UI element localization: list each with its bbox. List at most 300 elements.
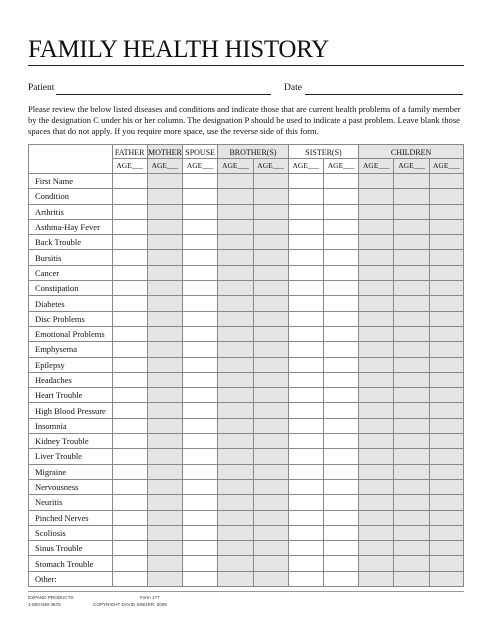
entry-cell[interactable] xyxy=(147,464,182,479)
entry-cell[interactable] xyxy=(359,250,394,265)
entry-cell[interactable] xyxy=(218,541,253,556)
entry-cell[interactable] xyxy=(429,189,463,204)
entry-cell[interactable] xyxy=(288,311,323,326)
entry-cell[interactable] xyxy=(323,479,358,494)
row-label: Constipation xyxy=(29,281,113,296)
entry-cell[interactable] xyxy=(394,571,429,586)
entry-cell[interactable] xyxy=(253,296,288,311)
entry-cell[interactable] xyxy=(323,235,358,250)
entry-cell[interactable] xyxy=(323,296,358,311)
entry-cell[interactable] xyxy=(112,311,147,326)
entry-cell[interactable] xyxy=(253,357,288,372)
entry-cell[interactable] xyxy=(183,372,218,387)
entry-cell[interactable] xyxy=(323,189,358,204)
entry-cell[interactable] xyxy=(147,510,182,525)
entry-cell[interactable] xyxy=(359,342,394,357)
entry-cell[interactable] xyxy=(253,250,288,265)
entry-cell[interactable] xyxy=(429,388,463,403)
entry-cell[interactable] xyxy=(253,372,288,387)
entry-cell[interactable] xyxy=(112,418,147,433)
entry-cell[interactable] xyxy=(218,525,253,540)
entry-cell[interactable] xyxy=(253,434,288,449)
entry-cell[interactable] xyxy=(359,449,394,464)
entry-cell[interactable] xyxy=(147,326,182,341)
entry-cell[interactable] xyxy=(147,235,182,250)
entry-cell[interactable] xyxy=(359,525,394,540)
entry-cell[interactable] xyxy=(147,311,182,326)
entry-cell[interactable] xyxy=(288,235,323,250)
entry-cell[interactable] xyxy=(359,556,394,571)
entry-cell[interactable] xyxy=(394,556,429,571)
entry-cell[interactable] xyxy=(394,326,429,341)
entry-cell[interactable] xyxy=(288,372,323,387)
age-field[interactable]: AGE___ xyxy=(429,159,463,174)
entry-cell[interactable] xyxy=(183,342,218,357)
entry-cell[interactable] xyxy=(394,541,429,556)
entry-cell[interactable] xyxy=(253,311,288,326)
entry-cell[interactable] xyxy=(218,235,253,250)
entry-cell[interactable] xyxy=(253,326,288,341)
entry-cell[interactable] xyxy=(183,235,218,250)
entry-cell[interactable] xyxy=(218,326,253,341)
entry-cell[interactable] xyxy=(112,510,147,525)
entry-cell[interactable] xyxy=(218,219,253,234)
entry-cell[interactable] xyxy=(323,464,358,479)
entry-cell[interactable] xyxy=(359,174,394,189)
entry-cell[interactable] xyxy=(288,326,323,341)
entry-cell[interactable] xyxy=(394,357,429,372)
entry-cell[interactable] xyxy=(218,342,253,357)
entry-cell[interactable] xyxy=(183,311,218,326)
entry-cell[interactable] xyxy=(323,434,358,449)
entry-cell[interactable] xyxy=(323,571,358,586)
entry-cell[interactable] xyxy=(253,418,288,433)
entry-cell[interactable] xyxy=(112,449,147,464)
entry-cell[interactable] xyxy=(112,281,147,296)
entry-cell[interactable] xyxy=(218,434,253,449)
entry-cell[interactable] xyxy=(429,525,463,540)
entry-cell[interactable] xyxy=(288,296,323,311)
entry-cell[interactable] xyxy=(183,326,218,341)
entry-cell[interactable] xyxy=(288,265,323,280)
footer-phone: 1-800-848-3676 xyxy=(28,602,61,607)
entry-cell[interactable] xyxy=(359,281,394,296)
entry-cell[interactable] xyxy=(394,265,429,280)
entry-cell[interactable] xyxy=(253,219,288,234)
entry-cell[interactable] xyxy=(183,219,218,234)
entry-cell[interactable] xyxy=(359,189,394,204)
entry-cell[interactable] xyxy=(288,388,323,403)
entry-cell[interactable] xyxy=(218,204,253,219)
entry-cell[interactable] xyxy=(429,174,463,189)
entry-cell[interactable] xyxy=(323,403,358,418)
entry-cell[interactable] xyxy=(183,449,218,464)
entry-cell[interactable] xyxy=(147,479,182,494)
entry-cell[interactable] xyxy=(218,281,253,296)
entry-cell[interactable] xyxy=(288,204,323,219)
entry-cell[interactable] xyxy=(394,250,429,265)
entry-cell[interactable] xyxy=(112,464,147,479)
entry-cell[interactable] xyxy=(147,265,182,280)
entry-cell[interactable] xyxy=(429,449,463,464)
entry-cell[interactable] xyxy=(394,449,429,464)
entry-cell[interactable] xyxy=(359,541,394,556)
entry-cell[interactable] xyxy=(394,372,429,387)
condition-item-row xyxy=(29,434,464,449)
entry-cell[interactable] xyxy=(183,357,218,372)
entry-cell[interactable] xyxy=(359,571,394,586)
entry-cell[interactable] xyxy=(218,250,253,265)
entry-cell[interactable] xyxy=(218,571,253,586)
entry-cell[interactable] xyxy=(253,495,288,510)
entry-cell[interactable] xyxy=(429,296,463,311)
entry-cell[interactable] xyxy=(218,174,253,189)
entry-cell[interactable] xyxy=(394,219,429,234)
entry-cell[interactable] xyxy=(429,495,463,510)
entry-cell[interactable] xyxy=(323,495,358,510)
entry-cell[interactable] xyxy=(288,479,323,494)
entry-cell[interactable] xyxy=(183,479,218,494)
entry-cell[interactable] xyxy=(323,174,358,189)
entry-cell[interactable] xyxy=(429,464,463,479)
entry-cell[interactable] xyxy=(112,403,147,418)
entry-cell[interactable] xyxy=(429,372,463,387)
entry-cell[interactable] xyxy=(112,434,147,449)
entry-cell[interactable] xyxy=(359,372,394,387)
entry-cell[interactable] xyxy=(359,265,394,280)
entry-cell[interactable] xyxy=(288,556,323,571)
entry-cell[interactable] xyxy=(288,464,323,479)
row-label: Condition xyxy=(29,189,113,204)
entry-cell[interactable] xyxy=(394,403,429,418)
entry-cell[interactable] xyxy=(183,250,218,265)
entry-cell[interactable] xyxy=(183,571,218,586)
entry-cell[interactable] xyxy=(183,388,218,403)
entry-cell[interactable] xyxy=(394,495,429,510)
entry-cell[interactable] xyxy=(253,525,288,540)
row-label: Bursitis xyxy=(29,250,113,265)
entry-cell[interactable] xyxy=(253,403,288,418)
entry-cell[interactable] xyxy=(218,265,253,280)
row-label: Nervousness xyxy=(29,479,113,494)
entry-cell[interactable] xyxy=(429,342,463,357)
entry-cell[interactable] xyxy=(112,235,147,250)
entry-cell[interactable] xyxy=(218,296,253,311)
entry-cell[interactable] xyxy=(288,495,323,510)
entry-cell[interactable] xyxy=(359,388,394,403)
entry-cell[interactable] xyxy=(359,204,394,219)
entry-cell[interactable] xyxy=(429,556,463,571)
entry-cell[interactable] xyxy=(288,342,323,357)
first-name-row xyxy=(29,174,464,189)
entry-cell[interactable] xyxy=(183,434,218,449)
entry-cell[interactable] xyxy=(429,265,463,280)
entry-cell[interactable] xyxy=(323,219,358,234)
entry-cell[interactable] xyxy=(394,510,429,525)
entry-cell[interactable] xyxy=(394,525,429,540)
footer-form-number: Form 177 xyxy=(140,595,160,600)
entry-cell[interactable] xyxy=(253,464,288,479)
entry-cell[interactable] xyxy=(183,174,218,189)
entry-cell[interactable] xyxy=(359,357,394,372)
entry-cell[interactable] xyxy=(112,556,147,571)
entry-cell[interactable] xyxy=(183,281,218,296)
entry-cell[interactable] xyxy=(253,235,288,250)
age-field[interactable]: AGE___ xyxy=(394,159,429,174)
entry-cell[interactable] xyxy=(323,265,358,280)
entry-cell[interactable] xyxy=(394,311,429,326)
entry-cell[interactable] xyxy=(183,265,218,280)
entry-cell[interactable] xyxy=(253,189,288,204)
entry-cell[interactable] xyxy=(218,449,253,464)
entry-cell[interactable] xyxy=(183,464,218,479)
entry-cell[interactable] xyxy=(394,464,429,479)
entry-cell[interactable] xyxy=(323,357,358,372)
entry-cell[interactable] xyxy=(323,250,358,265)
entry-cell[interactable] xyxy=(183,418,218,433)
entry-cell[interactable] xyxy=(429,311,463,326)
entry-cell[interactable] xyxy=(253,342,288,357)
entry-cell[interactable] xyxy=(253,479,288,494)
entry-cell[interactable] xyxy=(112,525,147,540)
footer-copyright: COPYRIGHT DAVID SINGER, 2009 xyxy=(93,602,167,607)
entry-cell[interactable] xyxy=(359,296,394,311)
entry-cell[interactable] xyxy=(429,479,463,494)
age-field[interactable]: AGE___ xyxy=(359,159,394,174)
entry-cell[interactable] xyxy=(112,265,147,280)
age-field[interactable]: AGE___ xyxy=(253,159,288,174)
entry-cell[interactable] xyxy=(394,235,429,250)
entry-cell[interactable] xyxy=(253,541,288,556)
entry-cell[interactable] xyxy=(253,204,288,219)
entry-cell[interactable] xyxy=(147,556,182,571)
entry-cell[interactable] xyxy=(183,403,218,418)
entry-cell[interactable] xyxy=(112,372,147,387)
entry-cell[interactable] xyxy=(394,174,429,189)
entry-cell[interactable] xyxy=(288,403,323,418)
group-children: CHILDREN xyxy=(359,145,464,159)
entry-cell[interactable] xyxy=(147,525,182,540)
entry-cell[interactable] xyxy=(394,189,429,204)
entry-cell[interactable] xyxy=(359,434,394,449)
entry-cell[interactable] xyxy=(429,326,463,341)
entry-cell[interactable] xyxy=(359,219,394,234)
entry-cell[interactable] xyxy=(218,372,253,387)
date-field[interactable] xyxy=(305,94,463,95)
entry-cell[interactable] xyxy=(288,189,323,204)
entry-cell[interactable] xyxy=(429,357,463,372)
entry-cell[interactable] xyxy=(253,571,288,586)
entry-cell[interactable] xyxy=(253,281,288,296)
entry-cell[interactable] xyxy=(112,189,147,204)
entry-cell[interactable] xyxy=(288,219,323,234)
entry-cell[interactable] xyxy=(323,388,358,403)
entry-cell[interactable] xyxy=(323,449,358,464)
entry-cell[interactable] xyxy=(394,434,429,449)
entry-cell[interactable] xyxy=(394,342,429,357)
entry-cell[interactable] xyxy=(147,250,182,265)
entry-cell[interactable] xyxy=(288,281,323,296)
entry-cell[interactable] xyxy=(218,357,253,372)
entry-cell[interactable] xyxy=(112,388,147,403)
entry-cell[interactable] xyxy=(323,556,358,571)
entry-cell[interactable] xyxy=(253,265,288,280)
entry-cell[interactable] xyxy=(394,204,429,219)
entry-cell[interactable] xyxy=(218,464,253,479)
entry-cell[interactable] xyxy=(394,388,429,403)
entry-cell[interactable] xyxy=(253,449,288,464)
entry-cell[interactable] xyxy=(112,250,147,265)
age-field[interactable]: AGE___ xyxy=(112,159,147,174)
entry-cell[interactable] xyxy=(112,357,147,372)
entry-cell[interactable] xyxy=(323,418,358,433)
age-field[interactable]: AGE___ xyxy=(323,159,358,174)
age-field[interactable]: AGE___ xyxy=(218,159,253,174)
condition-item-row xyxy=(29,204,464,219)
entry-cell[interactable] xyxy=(147,372,182,387)
entry-cell[interactable] xyxy=(253,388,288,403)
entry-cell[interactable] xyxy=(253,510,288,525)
entry-cell[interactable] xyxy=(288,510,323,525)
entry-cell[interactable] xyxy=(147,571,182,586)
entry-cell[interactable] xyxy=(112,571,147,586)
entry-cell[interactable] xyxy=(183,204,218,219)
entry-cell[interactable] xyxy=(183,541,218,556)
entry-cell[interactable] xyxy=(218,189,253,204)
patient-field[interactable] xyxy=(56,94,271,95)
entry-cell[interactable] xyxy=(323,326,358,341)
entry-cell[interactable] xyxy=(147,403,182,418)
entry-cell[interactable] xyxy=(147,418,182,433)
row-label: Diabetes xyxy=(29,296,113,311)
form-title: FAMILY HEALTH HISTORY xyxy=(28,36,329,63)
entry-cell[interactable] xyxy=(112,326,147,341)
entry-cell[interactable] xyxy=(359,510,394,525)
entry-cell[interactable] xyxy=(112,495,147,510)
entry-cell[interactable] xyxy=(112,204,147,219)
entry-cell[interactable] xyxy=(288,250,323,265)
entry-cell[interactable] xyxy=(323,204,358,219)
entry-cell[interactable] xyxy=(359,326,394,341)
entry-cell[interactable] xyxy=(183,556,218,571)
entry-cell[interactable] xyxy=(218,495,253,510)
entry-cell[interactable] xyxy=(394,296,429,311)
entry-cell[interactable] xyxy=(218,418,253,433)
entry-cell[interactable] xyxy=(183,510,218,525)
entry-cell[interactable] xyxy=(147,281,182,296)
entry-cell[interactable] xyxy=(323,372,358,387)
entry-cell[interactable] xyxy=(112,219,147,234)
condition-item-row xyxy=(29,541,464,556)
entry-cell[interactable] xyxy=(183,189,218,204)
condition-item-row xyxy=(29,464,464,479)
entry-cell[interactable] xyxy=(323,281,358,296)
entry-cell[interactable] xyxy=(323,541,358,556)
entry-cell[interactable] xyxy=(147,495,182,510)
entry-cell[interactable] xyxy=(359,311,394,326)
entry-cell[interactable] xyxy=(112,342,147,357)
entry-cell[interactable] xyxy=(323,510,358,525)
entry-cell[interactable] xyxy=(253,556,288,571)
entry-cell[interactable] xyxy=(394,281,429,296)
condition-item-row xyxy=(29,495,464,510)
entry-cell[interactable] xyxy=(218,388,253,403)
entry-cell[interactable] xyxy=(183,296,218,311)
age-field[interactable]: AGE___ xyxy=(147,159,182,174)
entry-cell[interactable] xyxy=(288,357,323,372)
entry-cell[interactable] xyxy=(183,525,218,540)
entry-cell[interactable] xyxy=(429,250,463,265)
entry-cell[interactable] xyxy=(112,479,147,494)
entry-cell[interactable] xyxy=(394,418,429,433)
entry-cell[interactable] xyxy=(323,342,358,357)
age-field[interactable]: AGE___ xyxy=(183,159,218,174)
entry-cell[interactable] xyxy=(429,204,463,219)
entry-cell[interactable] xyxy=(288,525,323,540)
entry-cell[interactable] xyxy=(288,434,323,449)
entry-cell[interactable] xyxy=(429,434,463,449)
group-spouse: SPOUSE xyxy=(183,145,218,159)
entry-cell[interactable] xyxy=(288,418,323,433)
entry-cell[interactable] xyxy=(147,296,182,311)
entry-cell[interactable] xyxy=(288,541,323,556)
entry-cell[interactable] xyxy=(147,357,182,372)
entry-cell[interactable] xyxy=(429,510,463,525)
entry-cell[interactable] xyxy=(429,281,463,296)
entry-cell[interactable] xyxy=(394,479,429,494)
entry-cell[interactable] xyxy=(218,479,253,494)
entry-cell[interactable] xyxy=(288,571,323,586)
entry-cell[interactable] xyxy=(288,449,323,464)
entry-cell[interactable] xyxy=(147,541,182,556)
entry-cell[interactable] xyxy=(147,449,182,464)
entry-cell[interactable] xyxy=(323,525,358,540)
entry-cell[interactable] xyxy=(112,541,147,556)
entry-cell[interactable] xyxy=(218,311,253,326)
entry-cell[interactable] xyxy=(147,174,182,189)
entry-cell[interactable] xyxy=(429,541,463,556)
entry-cell[interactable] xyxy=(359,418,394,433)
entry-cell[interactable] xyxy=(218,510,253,525)
entry-cell[interactable] xyxy=(359,495,394,510)
entry-cell[interactable] xyxy=(429,235,463,250)
entry-cell[interactable] xyxy=(147,189,182,204)
entry-cell[interactable] xyxy=(147,434,182,449)
entry-cell[interactable] xyxy=(359,235,394,250)
entry-cell[interactable] xyxy=(147,388,182,403)
entry-cell[interactable] xyxy=(218,556,253,571)
entry-cell[interactable] xyxy=(147,342,182,357)
entry-cell[interactable] xyxy=(288,174,323,189)
entry-cell[interactable] xyxy=(359,464,394,479)
entry-cell[interactable] xyxy=(183,495,218,510)
entry-cell[interactable] xyxy=(147,219,182,234)
entry-cell[interactable] xyxy=(323,311,358,326)
entry-cell[interactable] xyxy=(429,219,463,234)
age-field[interactable]: AGE___ xyxy=(288,159,323,174)
entry-cell[interactable] xyxy=(359,403,394,418)
entry-cell[interactable] xyxy=(112,174,147,189)
entry-cell[interactable] xyxy=(359,479,394,494)
entry-cell[interactable] xyxy=(218,403,253,418)
entry-cell[interactable] xyxy=(112,296,147,311)
entry-cell[interactable] xyxy=(147,204,182,219)
entry-cell[interactable] xyxy=(429,571,463,586)
entry-cell[interactable] xyxy=(253,174,288,189)
entry-cell[interactable] xyxy=(429,418,463,433)
condition-item-row xyxy=(29,296,464,311)
entry-cell[interactable] xyxy=(429,403,463,418)
